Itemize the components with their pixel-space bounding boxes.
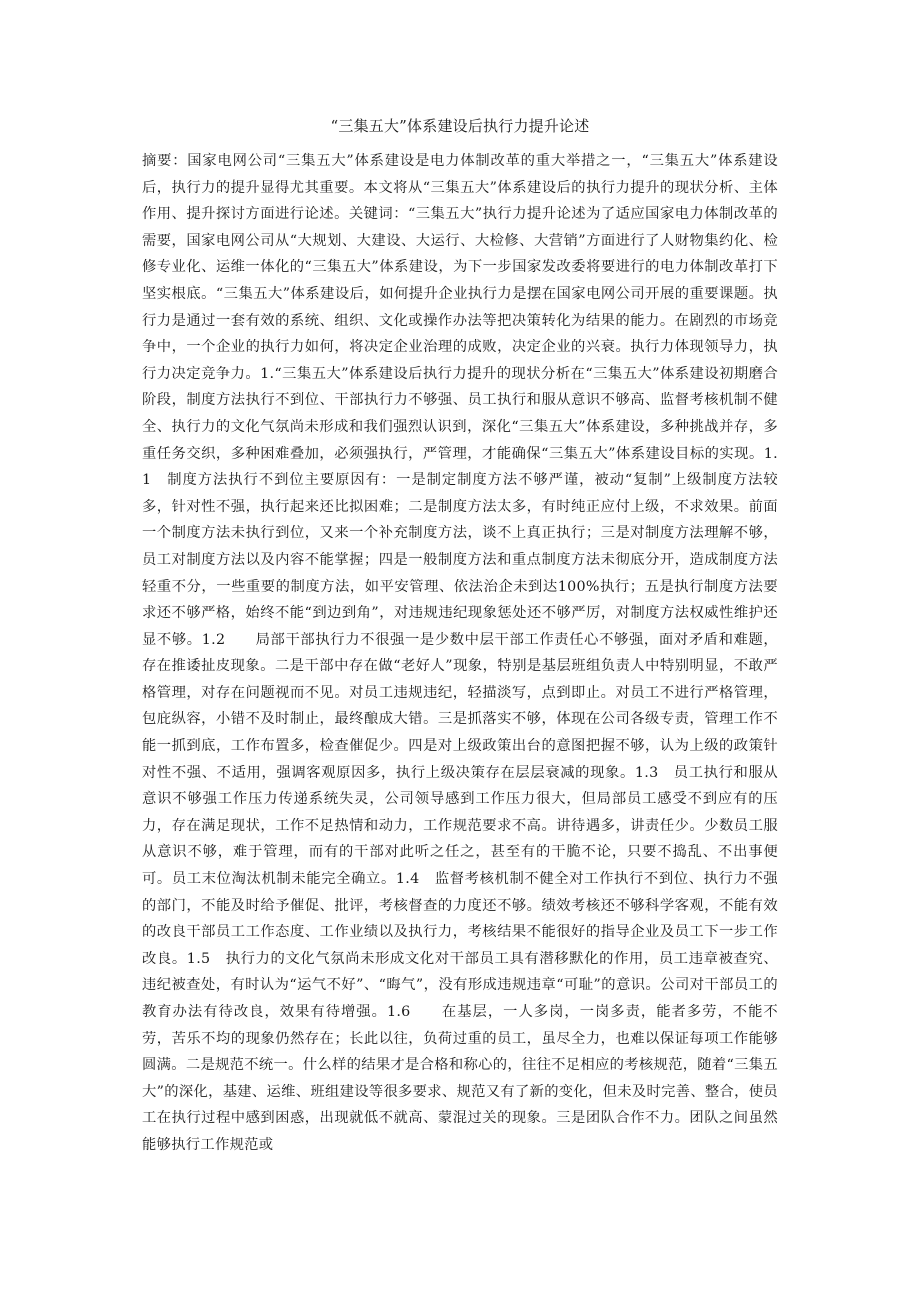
document-body-text: 摘要：国家电网公司“三集五大”体系建设是电力体制改革的重大举措之一，“三集五大”体系建设后，执行力的提升显得尤其重要。本文将从“三集五大”体系建设后的执行力提升的现状分析、主体作用、提升探讨方面进行论述。关键词：“三集五大”执行力提升论述为了适应国家电力体制改革的需要，国家电网公司从“大规划、大建设、大运行、大检修、大营销”方面进行了人财物集约化、检修专业化、运维一体化的“三集五大”体系建设，为下一步国家发改委将要进行的电力体制改革打下坚实根底。“三集五大”体系建设后，如何提升企业执行力是摆在国家电网公司开展的重要课题。执行力是通过一套有效的系统、组织、文化或操作办法等把决策转化为结果的能力。在剧烈的市场竞争中，一个企业的执行力如何，将决定企业治理的成败，决定企业的兴衰。执行力体现领导力，执行力决定竞争力。1.“三集五大”体系建设后执行力提升的现状分析在“三集五大”体系建设初期磨合阶段，制度方法执行不到位、干部执行力不够强、员工执行和服从意识不够高、监督考核机制不健全、执行力的文化气氛尚未形成和我们强烈认识到，深化“三集五大”体系建设，多种挑战并存，多重任务交织，多种困难叠加，必须强执行，严管理，才能确保“三集五大”体系建设目标的实现。1.1 制度方法执行不到位主要原因有：一是制定制度方法不够严谨，被动“复制”上级制度方法较多，针对性不强，执行起来还比拟困难；二是制度方法太多，有时纯正应付上级，不求效果。前面一个制度方法未执行到位，又来一个补充制度方法，谈不上真正执行；三是对制度方法理解不够，员工对制度方法以及内容不能掌握；四是一般制度方法和重点制度方法未彻底分开，造成制度方法轻重不分，一些重要的制度方法，如平安管理、依法治企未到达100%执行；五是执行制度方法要求还不够严格，始终不能“到边到角”，对违规违纪现象惩处还不够严厉，对制度方法权威性维护还显不够。1.2 局部干部执行力不很强一是少数中层干部工作责任心不够强，面对矛盾和难题，存在推诿扯皮现象。二是干部中存在做“老好人”现象，特别是基层班组负责人中特别明显，不敢严格管理，对存在问题视而不见。对员工违规违纪，轻描淡写，点到即止。对员工不进行严格管理，包庇纵容，小错不及时制止，最终酿成大错。三是抓落实不够，体现在公司各级专责，管理工作不能一抓到底，工作布置多，检查催促少。四是对上级政策出台的意图把握不够，认为上级的政策针对性不强、不适用，强调客观原因多，执行上级决策存在层层衰减的现象。1.3 员工执行和服从意识不够强工作压力传递系统失灵，公司领导感到工作压力很大，但局部员工感受不到应有的压力，存在满足现状，工作不足热情和动力，工作规范要求不高。讲待遇多，讲责任少。少数员工服从意识不够，难于管理，而有的干部对此听之任之，甚至有的干脆不论，只要不捣乱、不出事便可。员工末位淘汰机制未能完全确立。1.4 监督考核机制不健全对工作执行不到位、执行力不强的部门，不能及时给予催促、批评，考核督查的力度还不够。绩效考核还不够科学客观，不能有效的改良干部员工工作态度、工作业绩以及执行力，考核结果不能很好的指导企业及员工下一步工作改良。1.5 执行力的文化气氛尚未形成文化对干部员工具有潜移默化的作用，员工违章被查究、违纪被查处，有时认为“运气不好”、“晦气”，没有形成违规违章“可耻”的意识。公司对干部员工的教育办法有待改良，效果有待增强。1.6 在基层，一人多岗，一岗多责，能者多劳，不能不劳，苦乐不均的现象仍然存在；长此以往，负荷过重的员工，虽尽全力，也难以保证每项工作能够圆满。二是规范不统一。什么样的结果才是合格和称心的，往往不足相应的考核规范，随着“三集五大”的深化，基建、运维、班组建设等很多要求、规范又有了新的变化，但未及时完善、整合，使员工在执行过程中感到困惑，出现就低不就高、蒙混过关的现象。三是团队合作不力。团队之间虽然能够执行工作规范或	[142, 153, 779, 1153]
document-title: “三集五大”体系建设后执行力提升论述	[330, 117, 590, 135]
